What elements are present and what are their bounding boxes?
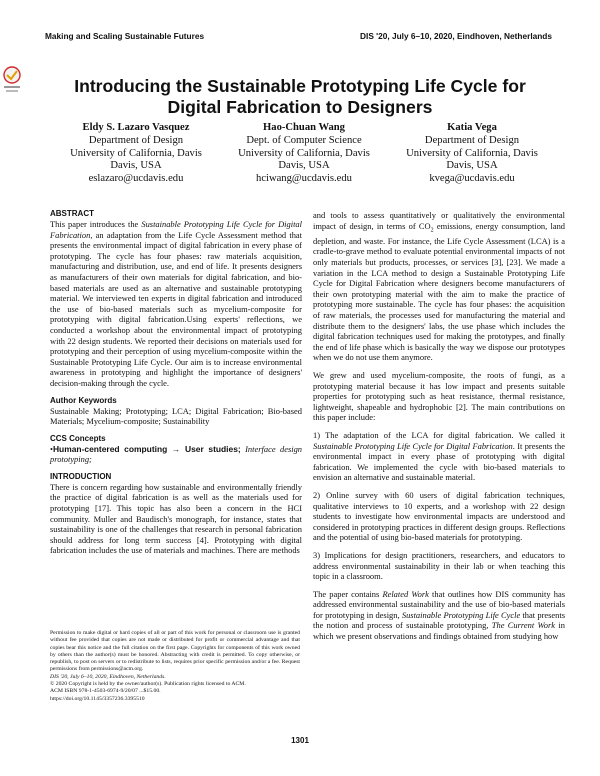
author-univ: University of California, Davis xyxy=(70,147,202,159)
check-for-updates-logo[interactable] xyxy=(3,66,21,96)
author-name: Hao-Chuan Wang xyxy=(263,122,345,133)
copyright-line: © 2020 Copyright is held by the owner/author(s). Publication rights licensed to ACM. xyxy=(50,681,246,688)
contribution-item: 3) Implications for design practitioners, researchers, and educators to address environmental sustainability in their lab or when teaching this topic in a classroom. xyxy=(313,549,565,582)
author-univ: University of California, Davis xyxy=(406,147,538,159)
author-dept: Department of Design xyxy=(424,134,520,146)
ccs-text: •Human-centered computing → User studies; Interface design prototyping; xyxy=(50,443,303,465)
author-email[interactable]: hciwang@ucdavis.edu xyxy=(256,173,352,185)
author-dept: Department of Design xyxy=(88,134,184,146)
author-univ: University of California, Davis xyxy=(238,147,370,159)
introduction-heading: INTRODUCTION xyxy=(50,471,112,481)
page-number: 1301 xyxy=(291,736,309,745)
right-column xyxy=(313,210,565,642)
author-name: Katia Vega xyxy=(447,122,497,133)
abstract-text: This paper introduces the Sustainable Prototyping Life Cycle for Digital Fabrication, an adaptation from the Life Cycle Assessment method that presents the environmental impact of digital fabrication in every phase of prototyping. The cycle has four phases: raw materials acquisition, manufacturing and distribution, use, and end of life. It presents designers as manufacturers of their own materials for digital fabrication, and bio-based materials are used as an alternative and sustainable prototyping material. We interviewed ten experts in digital fabrication and introduced the use of bio-based materials such as mycelium-composite for prototyping with digital fabrication.Using experts' reflections, we conducted a workshop about the environmental impact of prototyping with 22 design students. We reported their decisions on materials used for prototyping and their perception of using mycelium-composite within the Sustainable Prototyping Life Cycle. Our aim is to increase environmental awareness in prototyping and highlight the importance of designers' decision-making through the cycle. xyxy=(50,219,302,388)
author-email[interactable]: kvega@ucdavis.edu xyxy=(429,173,515,185)
copyright-footnote xyxy=(50,630,300,703)
running-header-left: Making and Scaling Sustainable Futures xyxy=(45,31,205,41)
abstract-heading: ABSTRACT xyxy=(50,209,94,218)
isbn-line: ACM ISBN 978-1-4503-6974-9/20/07 ...$15.00. xyxy=(50,688,161,695)
introduction-text: There is concern regarding how sustainable and environmentally friendly the practice of digital fabrication is as well as the materials used for prototyping [17]. This topic has also been a concern in the HCI community. Muller and Baudisch's monograph, for instance, states that sustainability is one of the challenges that research in personal fabrication should address for long term success [4]. Prototyping with digital fabrication includes the use of materials and machines. There are methods xyxy=(50,481,302,556)
title-line-2: Digital Fabrication to Designers xyxy=(167,97,433,117)
doi-link[interactable]: https://doi.org/10.1145/3357236.3395510 xyxy=(50,695,145,702)
paragraph: and tools to assess quantitatively or qualitatively the environmental impact of design, in terms of $CO_2$ emissions, energy consumption, land depletion, and waste. For instance, the Life Cycle Assessment (LCA) is a cradle-to-grave method to evaluate potential environmental impacts of not only materials but products, processes, or services [3], [23]. We made a variation in the LCA method to design a Sustainable Prototyping Life Cycle for Digital Fabrication where designers become manufacturers of their own prototyping material with the aim to make the practice of prototyping more sustainable. The cycle has four phases: the acquisition of raw materials, the processes used for manufacturing the material and distribute them to the designers' labs, the use phase which includes the digital fabrication techniques used for making the prototypes, and finally the end of life phase which is basically the way we dispose our prototypes when we do not use them anymore. xyxy=(313,210,566,363)
author-email[interactable]: eslazaro@ucdavis.edu xyxy=(88,173,184,185)
left-column xyxy=(50,208,302,556)
keywords-text: Sustainable Making; Prototyping; LCA; Digital Fabrication; Bio-based Materials; Mycelium-composite; Sustainability xyxy=(50,405,302,427)
author-city: Davis, USA xyxy=(110,160,162,172)
running-header-right: DIS '20, July 6–10, 2020, Eindhoven, Netherlands xyxy=(360,31,552,41)
author-city: Davis, USA xyxy=(278,160,330,172)
author-block xyxy=(372,122,572,186)
title-line-1: Introducing the Sustainable Prototyping Life Cycle for xyxy=(74,76,526,96)
paper-title xyxy=(40,76,560,118)
contribution-item: 2) Online survey with 60 users of digital fabrication techniques, qualitative interviews to 10 experts, and a workshop with 22 design students to investigate how environmental impacts are understood and considered in prototyping practices in different design groups. Reflections and the potential of using bio-based materials for prototyping. xyxy=(313,489,565,543)
contribution-item: 1) The adaptation of the LCA for digital fabrication. We called it Sustainable Prototyping Life Cycle for Digital Fabrication. It presents the environmental impact in every phase of prototyping with digital fabrication. We implemented the cycle with bio-based materials to envision an alternative and sustainable material. xyxy=(313,429,565,483)
paragraph: We grew and used mycelium-composite, the roots of fungi, as a prototyping material because it has low impact and presents suitable properties for prototyping such as heat resistance, thermal resistance, lightweight, shapeable and hydrophobic [2]. The main contributions on this paper include: xyxy=(313,370,565,423)
author-name: Eldy S. Lazaro Vasquez xyxy=(82,122,190,133)
author-dept: Dept. of Computer Science xyxy=(246,134,362,146)
author-city: Davis, USA xyxy=(446,160,498,172)
conference-info: DIS '20, July 6–10, 2020, Eindhoven, Netherlands. xyxy=(50,673,166,680)
paragraph: The paper contains Related Work that outlines how DIS community has addressed environmental sustainability and the use of bio-based materials for prototyping in design, Sustainable Prototyping Life Cycle that presents the notion and process of sustainable prototyping, The Current Work in which we present observations and findings obtained from studying how xyxy=(313,588,565,642)
permission-notice: Permission to make digital or hard copies of all or part of this work for personal or classroom use is granted without fee provided that copies are not made or distributed for profit or commercial advantage and that copies bear this notice and the full citation on the first page. Copyrights for components of this work owned by others than the author(s) must be honored. Abstracting with credit is permitted. To copy otherwise, or republish, to post on servers or to redistribute to lists, requires prior specific permission and/or a fee. Request permissions from permissions@acm.org. xyxy=(50,630,300,673)
ccs-heading: CCS Concepts xyxy=(50,433,106,443)
keywords-heading: Author Keywords xyxy=(50,395,117,405)
